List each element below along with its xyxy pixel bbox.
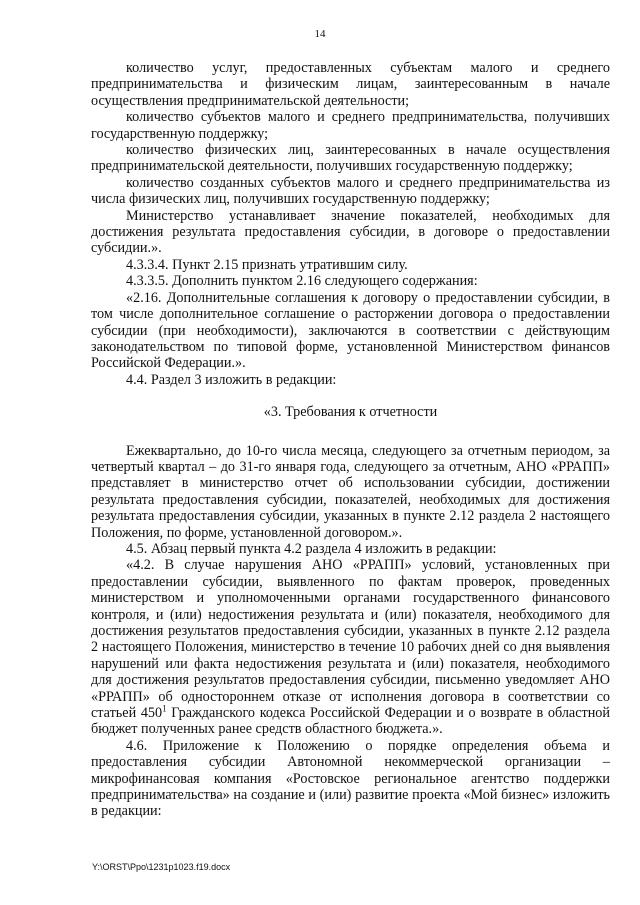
paragraph: количество физических лиц, заинтересованных в начале осуществления предпринимательской деятельности, получивших государственную поддержку;	[91, 142, 610, 175]
paragraph: количество созданных субъектов малого и среднего предпринимательства из числа физических лиц, получивших государственную поддержку;	[91, 174, 610, 208]
page-number: 14	[314, 28, 326, 40]
paragraph: Ежеквартально, до 10-го числа месяца, следующего за отчетным периодом, за четвертый квартал – до 31-го января года, следующего за отчетным, АНО «РРАПП» представляет в министерство отчет об использовании субсидии, достижении результата предоставления субсидии, показателей, необходимых для достижения результата предоставления субсидии, указанных в пункте 2.12 раздела 2 настоящего Положения, по форме, установленной договором.».	[91, 442, 610, 541]
paragraph: 4.3.3.5. Дополнить пунктом 2.16 следующего содержания:	[126, 273, 478, 290]
paragraph-4-2	[91, 557, 610, 737]
paragraph: 4.3.3.4. Пункт 2.15 признать утратившим силу.	[126, 256, 408, 273]
paragraph: 4.4. Раздел 3 изложить в редакции:	[126, 371, 337, 388]
paragraph: Министерство устанавливает значение показателей, необходимых для достижения результата предоставления субсидии, в договоре о предоставлении субсидии.».	[91, 207, 610, 257]
superscript: 1	[162, 703, 167, 714]
section-heading: «3. Требования к отчетности	[263, 404, 438, 421]
paragraph: количество субъектов малого и среднего предпринимательства, получивших государственную поддержку;	[91, 109, 610, 142]
paragraph-4-2-text: «4.2. В случае нарушения АНО «РРАПП» условий, установленных при предоставлении субсидии, выявленного по фактам проверок, проведенных министерством и уполномоченными органами государственного финансового контроля, и (или) недостижения результата и (или) показателя, необходимого для достижения результатов предоставления субсидии, указанных в пункте 2.12 раздела 2 настоящего Положения, министерство в течение 10 рабочих дней со дня выявления нарушений или факта недостижения результата и (или) показателя, необходимого для достижения результатов предоставления субсидии, письменно уведомляет АНО «РРАПП» об одностороннем отказе от исполнения договора в соответствии со статьей 450	[91, 557, 610, 722]
paragraph: 4.6. Приложение к Положению о порядке определения объема и предоставления субсидии Автономной некоммерческой организации – микрофинансовая компания «Ростовское региональное агентство поддержки предпринимательства» на создание и (или) развитие проекта «Мой бизнес» изложить в редакции:	[91, 737, 610, 820]
paragraph: «2.16. Дополнительные соглашения к договору о предоставлении субсидии, в том числе дополнительное соглашение о расторжении договора о предоставлении субсидии (при необходимости), заключаются в соответствии с действующим законодательством по типовой форме, установленной Министерством финансов Российской Федерации.».	[91, 289, 610, 372]
paragraph: 4.5. Абзац первый пункта 4.2 раздела 4 изложить в редакции:	[126, 540, 497, 557]
document-body	[91, 60, 610, 820]
footer-file-path: Y:\ORST\Ppo\1231p1023.f19.docx	[92, 862, 231, 872]
paragraph: количество услуг, предоставленных субъектам малого и среднего предпринимательства и физическим лицам, заинтересованным в начале осуществления предпринимательской деятельности;	[91, 60, 610, 109]
paragraph-4-2-text-end: Гражданского кодекса Российской Федерации и о возврате в областной бюджет полученных ранее средств областного бюджета.».	[91, 705, 610, 738]
